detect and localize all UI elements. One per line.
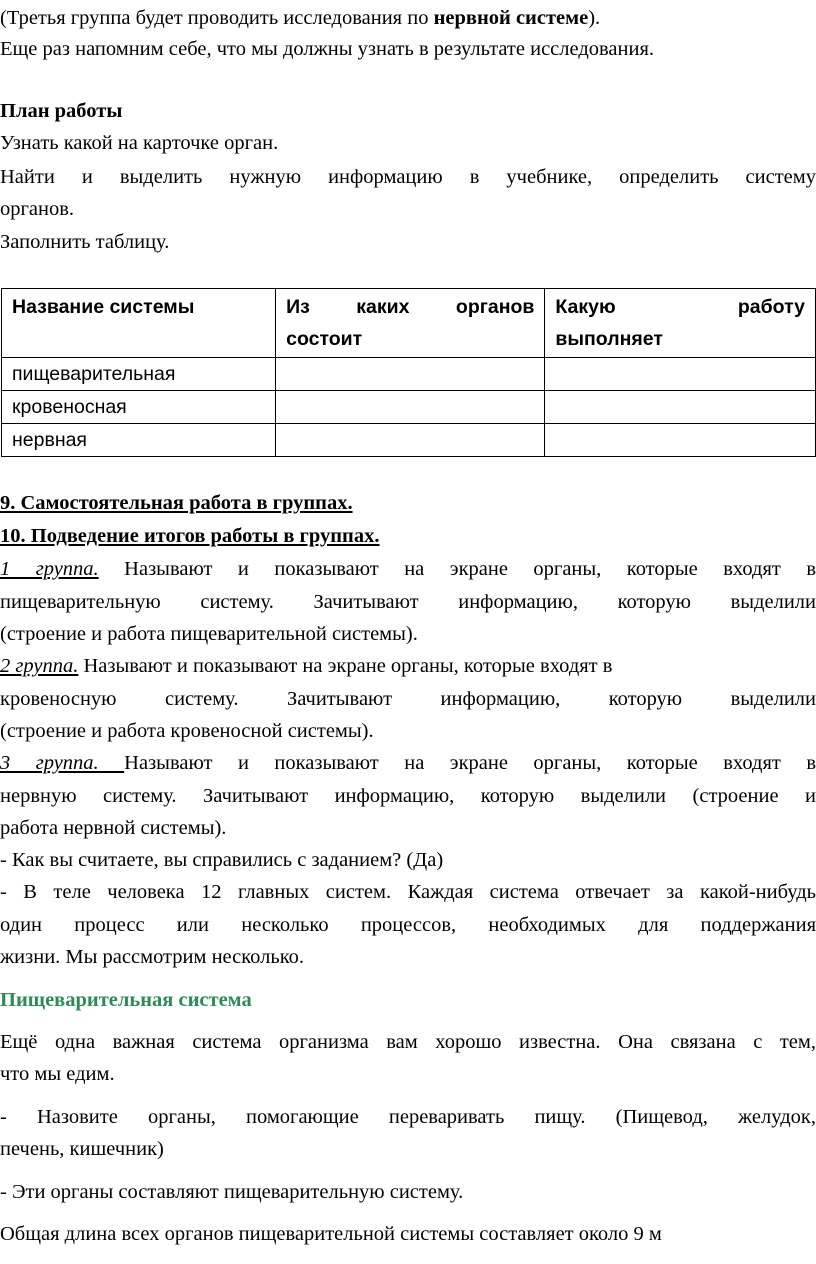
group-2-line-2: кровеносную систему. Зачитывают информацию, которую выделили	[0, 688, 816, 710]
plan-heading: План работы	[0, 100, 123, 122]
digestive-p3: - Эти органы составляют пищеварительную систему.	[0, 1181, 464, 1203]
systems-table	[1, 288, 816, 457]
group-1-line-2: пищеварительную систему. Зачитывают информацию, которую выделили	[0, 591, 816, 613]
question-line: - Как вы считаете, вы справились с заданием? (Да)	[0, 849, 444, 871]
group-3-line-1: 3 группа. Называют и показывают на экране органы, которые входят в	[0, 752, 816, 774]
table-row	[2, 424, 816, 457]
digestive-p2-line-1: - Назовите органы, помогающие переваривать пищу. (Пищевод, желудок,	[0, 1106, 816, 1128]
table-header-cell: Название системы	[2, 289, 276, 358]
body12-line-3: жизни. Мы рассмотрим несколько.	[0, 946, 305, 968]
group-1-line-1: 1 группа. Называют и показывают на экране органы, которые входят в	[0, 558, 816, 580]
intro-bold-term: нервной системе	[433, 7, 589, 29]
plan-step-3: Заполнить таблицу.	[0, 231, 170, 253]
table-row	[2, 358, 816, 391]
group-1-label: 1 группа.	[0, 558, 99, 580]
table-header-row	[2, 289, 816, 358]
group-3-line-2: нервную систему. Зачитывают информацию, которую выделили (строение и	[0, 785, 816, 807]
group-2-line-3: (строение и работа кровеносной системы).	[0, 720, 374, 742]
body12-line-1: - В теле человека 12 главных систем. Каждая система отвечает за какой-нибудь	[0, 881, 816, 903]
section-9-heading: 9. Самостоятельная работа в группах.	[0, 492, 353, 514]
table-cell: нервная	[2, 424, 276, 457]
table-cell	[276, 424, 545, 457]
body12-line-2: один процесс или несколько процессов, необходимых для поддержания	[0, 914, 816, 936]
section-10-heading: 10. Подведение итогов работы в группах.	[0, 525, 380, 547]
group-3-label: 3 группа.	[0, 752, 125, 774]
table-header-cell: Какую работу выполняет	[545, 289, 816, 358]
group-1-line-3: (строение и работа пищеварительной системы).	[0, 623, 418, 645]
table-row	[2, 391, 816, 424]
digestive-p2-line-2: печень, кишечник)	[0, 1138, 164, 1160]
plan-step-2-cont: органов.	[0, 198, 75, 220]
digestive-heading: Пищеварительная система	[0, 989, 252, 1011]
table-cell	[276, 358, 545, 391]
table-cell: кровеносная	[2, 391, 276, 424]
intro-line-1: (Третья группа будет проводить исследования по нервной системе).	[0, 7, 601, 29]
table-cell	[276, 391, 545, 424]
group-2-label: 2 группа.	[0, 655, 79, 677]
digestive-p1-line-1: Ещё одна важная система организма вам хорошо известна. Она связана с тем,	[0, 1031, 816, 1053]
group-2-line-1: 2 группа. Называют и показывают на экране органы, которые входят в	[0, 655, 613, 677]
plan-step-1: Узнать какой на карточке орган.	[0, 132, 279, 154]
table-cell	[545, 424, 816, 457]
table-cell	[545, 391, 816, 424]
digestive-p1-line-2: что мы едим.	[0, 1063, 115, 1085]
intro-line-2: Еще раз напомним себе, что мы должны узнать в результате исследования.	[0, 38, 655, 60]
table-cell: пищеварительная	[2, 358, 276, 391]
plan-step-2: Найти и выделить нужную информацию в учебнике, определить систему	[0, 166, 816, 188]
table-header-cell: Из каких органов состоит	[276, 289, 545, 358]
digestive-p4: Общая длина всех органов пищеварительной системы составляет около 9 м	[0, 1223, 662, 1245]
table-cell	[545, 358, 816, 391]
group-3-line-3: работа нервной системы).	[0, 817, 227, 839]
